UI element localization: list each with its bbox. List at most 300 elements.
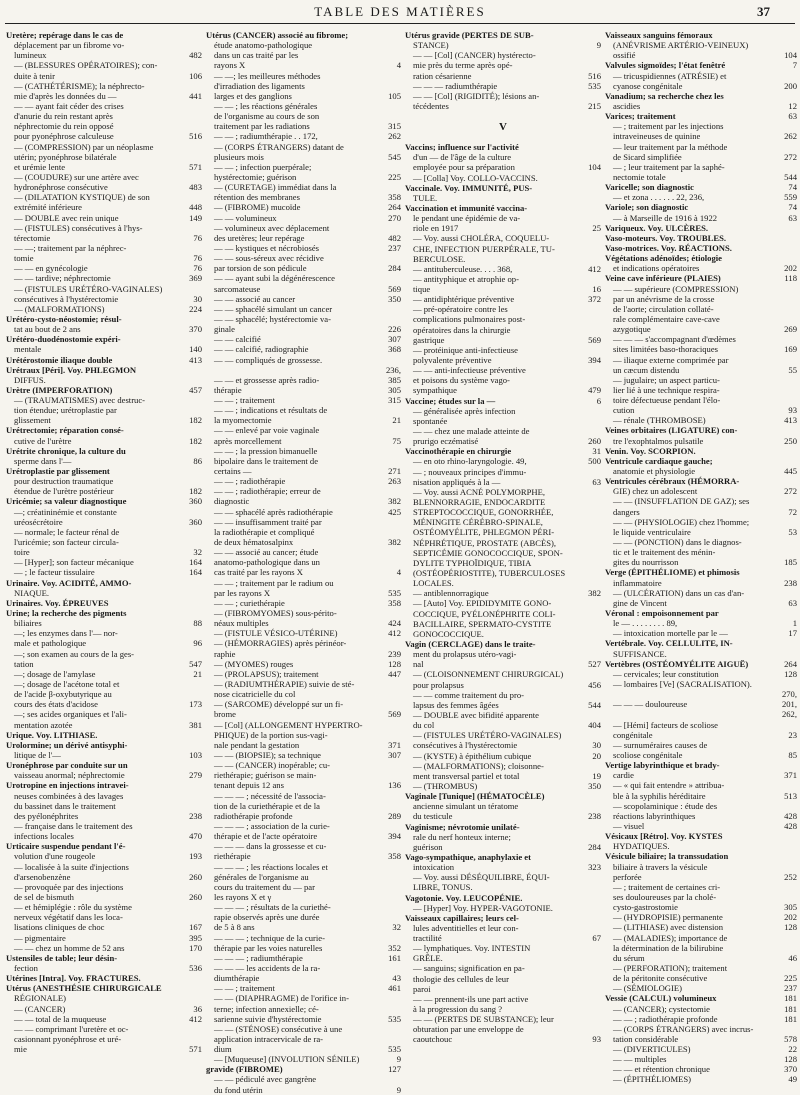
entry-text: certains — [214, 466, 252, 477]
index-entry-line [605, 872, 797, 882]
page-reference [573, 963, 601, 973]
index-entry-line [206, 1044, 401, 1054]
index-entry-line [206, 709, 401, 719]
index-entry-line [206, 1004, 401, 1014]
page-reference: 260 [588, 436, 601, 447]
page-reference: 516 [588, 70, 601, 81]
index-entry-line [605, 821, 797, 831]
index-entry-line [405, 568, 601, 578]
index-entry-line [6, 121, 202, 131]
page-reference [174, 973, 202, 983]
entry-text: BACILLAIRE, SPERMATO-CYSTITE [413, 618, 552, 629]
page-reference: 264 [784, 658, 797, 669]
entry-text: Vaccinothérapie en chirurgie [405, 446, 512, 457]
page-reference [174, 334, 202, 344]
entry-text: — — ayant subi la dégénérescence [214, 273, 335, 284]
page-reference [174, 172, 202, 182]
page-reference: 104 [784, 50, 797, 61]
entry-text: — (CANCER) [14, 1003, 66, 1014]
page-reference: 382 [388, 537, 401, 548]
index-entry-head [206, 1064, 401, 1074]
index-entry-line [605, 304, 797, 314]
entry-text: — intoxication mortelle par le — [613, 628, 728, 639]
entry-text: — — (PHYSIOLOGIE) chez l'homme; [613, 516, 750, 527]
entry-text: neuses combinées à des lavages [14, 790, 124, 801]
entry-text: ble à la syphilis héréditaire [613, 790, 706, 801]
index-entry-head [405, 791, 601, 801]
page-reference [769, 547, 797, 557]
entry-text: tic et le traitement des ménin- [613, 547, 716, 558]
entry-text: consécutives à l'hystérectomie [14, 293, 119, 304]
entry-text: — — en gynécologie [14, 263, 88, 274]
page-reference: 225 [784, 973, 797, 984]
index-entry-line [6, 91, 202, 101]
index-entry-line [605, 912, 797, 922]
index-entry-line [6, 395, 202, 405]
entry-text: biliaire à travers la vésicule [613, 861, 708, 872]
index-entry-line [206, 192, 401, 202]
entry-text: — — (INSUFFLATION DE GAZ); ses [613, 496, 750, 507]
index-entry-line [405, 294, 601, 304]
page-reference: 262 [388, 131, 401, 142]
index-entry-line [6, 40, 202, 50]
index-entry-head [405, 203, 601, 213]
index-entry-head [605, 567, 797, 577]
entry-text: — DOUBLE avec bifidité apparente [413, 709, 539, 720]
page-reference: 535 [588, 80, 601, 91]
index-entry-head [405, 142, 601, 152]
entry-text: — (CLOISONNEMENT CHIRURGICAL) [413, 669, 564, 680]
page-reference [769, 121, 797, 131]
index-entry-line [206, 872, 401, 882]
page-reference [573, 173, 601, 183]
index-entry-line [6, 791, 202, 801]
page-reference: 404 [588, 720, 601, 731]
index-entry-head [605, 476, 797, 486]
index-entry-line [6, 537, 202, 547]
index-entry-head [6, 780, 202, 790]
entry-text: rale du nerf honteux interne; [413, 831, 511, 842]
entry-text: et urémie lente [14, 161, 66, 172]
entry-text: — Voy. aussi DÉSÉQUILIBRE, ÉQUI- [413, 872, 550, 883]
page-reference [373, 902, 401, 912]
page-reference: 181 [784, 1003, 797, 1014]
entry-text: sympathique [413, 385, 457, 396]
page-reference [373, 730, 401, 740]
page-reference [373, 821, 401, 831]
entry-text: cution [613, 405, 635, 416]
page-reference: 74 [788, 182, 797, 193]
page-reference [573, 639, 601, 649]
index-entry-line [206, 507, 401, 517]
index-entry-line [206, 821, 401, 831]
index-entry-line [206, 943, 401, 953]
entry-text: — en oto rhino-laryngologie. 49, [413, 456, 527, 467]
index-entry-line [206, 862, 401, 872]
entry-text: GONOCOCCIQUE. [413, 628, 484, 639]
page-reference: 284 [388, 263, 401, 274]
page-reference [373, 760, 401, 770]
entry-text: — — associé au cancer; étude [214, 547, 319, 558]
index-entry-line [605, 121, 797, 131]
index-entry-line [605, 436, 797, 446]
index-entry-line [206, 811, 401, 821]
page-reference: 315 [388, 395, 401, 406]
page-reference: 272 [784, 486, 797, 497]
page-reference [373, 993, 401, 1003]
page-reference [373, 517, 401, 527]
page-reference [573, 690, 601, 700]
entry-text: GIE) chez un adolescent [613, 486, 698, 497]
index-entry-head [6, 608, 202, 618]
entry-text: —; créatininémie et constante [14, 506, 117, 517]
index-entry-line [206, 983, 401, 993]
entry-text: BLENNORRAGIE, ENDOCARDITE [413, 497, 546, 508]
index-entry-line [605, 770, 797, 780]
index-entry-line [6, 567, 202, 577]
index-entry-line [206, 91, 401, 101]
index-entry-line [6, 547, 202, 557]
page-reference [373, 933, 401, 943]
entry-text: néaux multiples [214, 618, 269, 629]
index-entry-line [605, 101, 797, 111]
index-entry-line [6, 223, 202, 233]
entry-text: diumthérapie [214, 973, 260, 984]
index-entry-line [6, 81, 202, 91]
page-reference [573, 649, 601, 659]
page-reference: 545 [388, 151, 401, 162]
index-entry-line [6, 162, 202, 172]
index-entry-line [405, 619, 601, 629]
index-entry-line [6, 862, 202, 872]
entry-text: les rayons X et γ [214, 891, 272, 902]
index-entry-head [6, 355, 202, 365]
page-reference [769, 780, 797, 790]
entry-text: par torsion de son pédicule [214, 263, 307, 274]
entry-text: cours du traitement du — par [214, 881, 315, 892]
index-entry-line [405, 842, 601, 852]
page-reference [769, 537, 797, 547]
entry-text: — [Auto] Voy. EPIDIDYMITE GONO- [413, 598, 552, 609]
entry-text: — lymphatiques. Voy. INTESTIN [413, 943, 531, 954]
page-reference: 30 [592, 740, 601, 751]
index-entry-head [6, 598, 202, 608]
page-reference [373, 142, 401, 152]
index-entry-line [405, 91, 601, 101]
entry-text: lapsus des femmes âgées [413, 699, 499, 710]
index-entry-line [405, 40, 601, 50]
index-entry-line [6, 527, 202, 537]
page-reference [573, 1004, 601, 1014]
index-entry-line [206, 81, 401, 91]
entry-text: diagnostic [214, 496, 250, 507]
page-reference [573, 375, 601, 385]
entry-text: — ; traitement de certaines cri- [613, 881, 721, 892]
index-entry-line [206, 304, 401, 314]
page-reference [373, 872, 401, 882]
index-entry-line [605, 375, 797, 385]
index-entry-line [405, 811, 601, 821]
page-reference [573, 872, 601, 882]
entry-text: Uretère; repérage dans le cas de [6, 30, 124, 40]
page-reference [174, 223, 202, 233]
entry-text: — Voy. aussi CHOLÉRA, COQUELU- [413, 233, 550, 244]
entry-text: radiothérapie profonde [214, 810, 293, 821]
page-header [0, 0, 800, 34]
page-reference [174, 1024, 202, 1034]
page-reference: 260 [189, 871, 202, 882]
entry-text: — — volumineux [214, 212, 277, 223]
page-reference [373, 892, 401, 902]
index-entry-line [206, 456, 401, 466]
entry-text: — — — les accidents de la ra- [214, 962, 321, 973]
page-reference [373, 770, 401, 780]
page-reference: 63 [788, 111, 797, 122]
entry-text: — leur traitement par la méthode [613, 141, 728, 152]
entry-text: — —; les meilleures méthodes [214, 70, 321, 81]
page-reference [373, 223, 401, 233]
index-entry-line [206, 588, 401, 598]
page-reference [373, 1034, 401, 1044]
page-reference: 369 [189, 273, 202, 284]
entry-text: COCCIQUE, PYÉLONÉPHRITE COLI- [413, 608, 556, 619]
page-reference [769, 40, 797, 50]
page-reference [573, 497, 601, 507]
entry-text: — française dans le traitement des [14, 820, 133, 831]
page-reference [174, 314, 202, 324]
index-entry-line [206, 71, 401, 81]
page-reference [573, 801, 601, 811]
page-reference: 239 [388, 648, 401, 659]
index-entry-head [605, 993, 797, 1003]
page-reference: 202 [784, 263, 797, 274]
entry-text: — antiblennorragique [413, 588, 489, 599]
entry-text [206, 365, 373, 375]
page-reference: 260 [189, 891, 202, 902]
page-reference: 535 [388, 1044, 401, 1055]
index-entry-line [6, 111, 202, 121]
index-entry-line [6, 933, 202, 943]
index-entry-line [405, 680, 601, 690]
entry-text: larges et des ganglions [214, 90, 292, 101]
entry-text: de l'aorte; circulation collaté- [613, 303, 714, 314]
entry-text: LOCALES. [413, 578, 454, 589]
index-entry-head [605, 446, 797, 456]
page-reference: 500 [588, 456, 601, 467]
index-entry-line [405, 872, 601, 882]
index-entry-line [206, 628, 401, 638]
index-entry-head [6, 446, 202, 456]
entry-text: Vaccination et immunité vaccina- [405, 202, 528, 213]
page-reference: 456 [588, 679, 601, 690]
page-reference: 118 [784, 273, 797, 284]
index-entry-head [605, 30, 797, 40]
index-entry-line [206, 770, 401, 780]
index-entry-line [605, 780, 797, 790]
page-reference [573, 761, 601, 771]
entry-text: infections locales [14, 831, 74, 842]
entry-text: intoxication [413, 862, 455, 873]
page-reference [769, 892, 797, 902]
index-entry-line [605, 618, 797, 628]
entry-text: prurigo eczématisé [413, 436, 479, 447]
entry-text: polyvalente préventive [413, 355, 492, 366]
page-reference [373, 486, 401, 496]
entry-text: — (CANCER); cystectomie [613, 1003, 710, 1014]
entry-text: dium [214, 1044, 232, 1055]
index-entry-line [206, 486, 401, 496]
entry-text: gine de Vincent [613, 597, 667, 608]
entry-text: mentation azotée [14, 719, 73, 730]
page-reference: 93 [788, 405, 797, 416]
index-entry-line [605, 1004, 797, 1014]
page-reference: 370 [189, 324, 202, 335]
index-entry-line [605, 1064, 797, 1074]
index-entry-line [206, 1034, 401, 1044]
page-reference [769, 943, 797, 953]
entry-text: — — (STÉNOSE) consécutive à une [214, 1023, 343, 1034]
page-reference: 385 [388, 374, 401, 385]
entry-text: tion étendue; urétroplastie par [14, 405, 117, 416]
entry-text: d'un — de l'âge de la culture [413, 152, 512, 163]
page-reference [769, 476, 797, 486]
page-reference [769, 862, 797, 872]
page-reference: 535 [388, 1013, 401, 1024]
entry-text: — — insuffisamment traité par [214, 516, 322, 527]
page-reference: 72 [788, 506, 797, 517]
page-reference: 544 [588, 699, 601, 710]
page-reference: 9 [396, 1054, 401, 1065]
index-entry-line [405, 771, 601, 781]
index-entry-line [6, 618, 202, 628]
entry-text: Vaisseaux sanguins fémoraux [605, 30, 713, 40]
index-entry-line [605, 334, 797, 344]
entry-text: étude anatomo-pathologique [214, 40, 313, 51]
index-entry-line [6, 882, 202, 892]
page-reference [373, 30, 401, 40]
index-entry-line [605, 679, 797, 689]
entry-text: lumineux [14, 50, 47, 61]
index-entry-line [206, 1074, 401, 1084]
index-entry-head [605, 182, 797, 192]
index-entry-line [6, 436, 202, 446]
index-entry-line [405, 730, 601, 740]
entry-text: —; ses acides organiques et l'ali- [14, 709, 127, 720]
entry-text: male et pathologique [14, 638, 87, 649]
entry-text: — — chez une malade atteinte de [413, 426, 530, 437]
index-entry-line [206, 902, 401, 912]
page-reference [573, 974, 601, 984]
page-reference [769, 496, 797, 506]
entry-text: du sérum [613, 952, 645, 963]
entry-text: — — ; la pression bimanuelle [214, 445, 318, 456]
index-entry-line [6, 709, 202, 719]
entry-text: — [Hyper]; son facteur mécanique [14, 557, 134, 568]
entry-text: — visuel [613, 820, 645, 831]
page-reference: 412 [189, 1013, 202, 1024]
entry-text: Vanadium; sa recherche chez les [605, 90, 724, 101]
page-reference: 169 [784, 344, 797, 355]
index-entry-head [605, 223, 797, 233]
entry-text: Vaisseaux capillaires; leurs cel- [405, 912, 519, 923]
page-reference [573, 50, 601, 60]
entry-text: — provoquée par des injections [14, 881, 124, 892]
page-reference: 63 [592, 476, 601, 487]
entry-text: ancienne simulant un tératome [413, 801, 519, 812]
index-entry-line [206, 202, 401, 212]
index-column-1 [6, 30, 202, 1080]
index-entry-head [405, 822, 601, 832]
index-entry-line [6, 476, 202, 486]
entry-text: intraveineuses de quinine [613, 131, 701, 142]
page-reference [573, 304, 601, 314]
page-reference: 305 [388, 384, 401, 395]
entry-text: — —; traitement par la néphrec- [14, 242, 127, 253]
entry-text: — (PROLAPSUS); traitement [214, 668, 319, 679]
page-reference: 7 [792, 60, 797, 71]
entry-text: fection [14, 962, 38, 973]
page-reference [174, 40, 202, 50]
page-reference: 9 [396, 1084, 401, 1095]
page-reference [573, 1014, 601, 1024]
page-reference [174, 507, 202, 517]
index-entry-line [206, 851, 401, 861]
index-entry-line [206, 121, 401, 131]
page-reference [573, 619, 601, 629]
page-reference [373, 456, 401, 466]
index-entry-line [605, 547, 797, 557]
entry-text: le pendant une épidémie de va- [413, 213, 521, 224]
index-entry-line [206, 466, 401, 476]
entry-text: riethérapie; guérison se main- [214, 770, 317, 781]
page-reference [769, 841, 797, 851]
page-reference [573, 923, 601, 933]
index-entry-line [206, 537, 401, 547]
index-entry-line [605, 71, 797, 81]
page-reference: 412 [388, 628, 401, 639]
page-reference: 284 [588, 841, 601, 852]
page-reference [769, 243, 797, 253]
entry-text: — (HÉMORRAGIES) après périnéor- [214, 638, 347, 649]
entry-text: — (ULCÉRATION) dans un cas d'an- [613, 587, 745, 598]
page-reference: 394 [388, 831, 401, 842]
entry-text: Urétroplastie par glissement [6, 466, 110, 477]
page-reference: 161 [388, 952, 401, 963]
entry-text: réactions labyrinthiques [613, 810, 696, 821]
entry-text: extrémité inférieure [14, 202, 82, 213]
index-entry-line [605, 1034, 797, 1044]
index-entry-line [405, 720, 601, 730]
page-reference [769, 71, 797, 81]
entry-text: — — (BIOPSIE); sa technique [214, 749, 321, 760]
page-reference: 307 [388, 334, 401, 345]
entry-text: d'anurie du rein restant après [14, 111, 113, 122]
index-entry-line [405, 669, 601, 679]
page-reference [373, 81, 401, 91]
page-reference: 315 [388, 121, 401, 132]
index-entry-line [405, 801, 601, 811]
entry-text: Vaso-moteurs. Voy. TROUBLES. [605, 232, 727, 243]
index-column-4 [605, 30, 797, 1085]
entry-text: dans un cas traité par les [214, 50, 299, 61]
entry-text: — (RADIUMTHÉRAPIE) suivie de sté- [214, 679, 355, 689]
entry-text: — — comprimant l'uretère et oc- [14, 1023, 129, 1034]
entry-text: nal [413, 659, 424, 670]
index-entry-head [405, 183, 601, 193]
page-reference: 262 [784, 131, 797, 142]
page-reference [769, 294, 797, 304]
index-entry-line [605, 557, 797, 567]
